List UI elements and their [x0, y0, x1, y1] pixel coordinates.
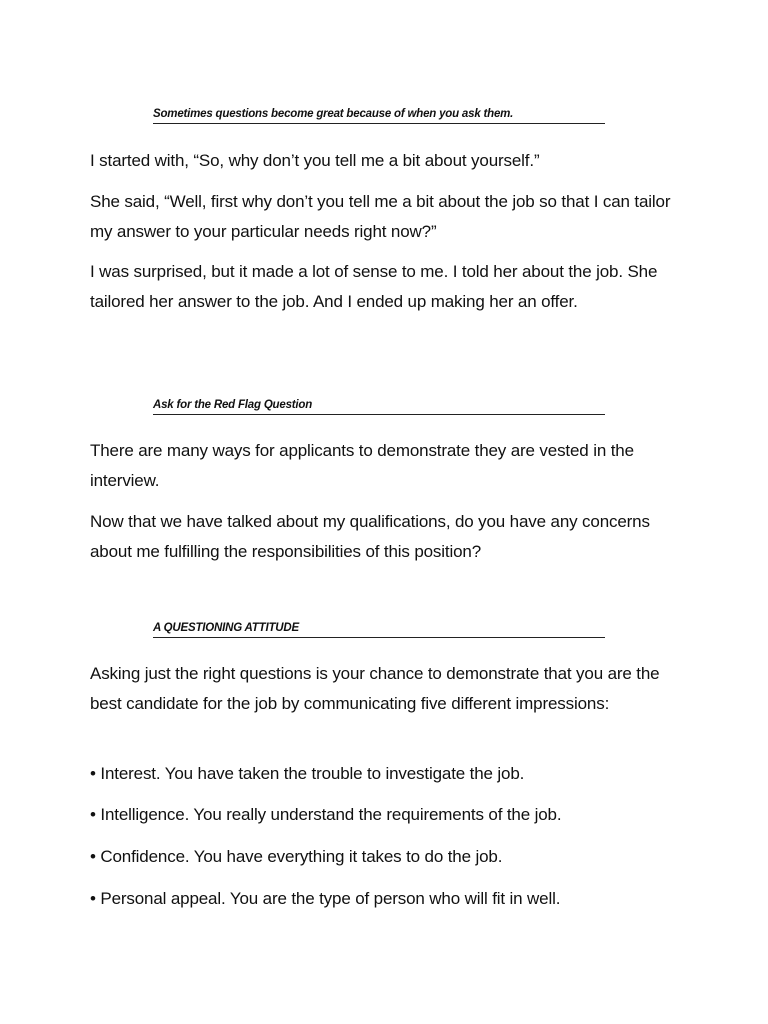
- bullet-item: • Intelligence. You really understand the requirements of the job.: [90, 805, 562, 824]
- paragraph: She said, “Well, first why don’t you tell me a bit about the job so that I can tailor my answer to your particular needs right now?”: [90, 192, 671, 241]
- section-heading: A QUESTIONING ATTITUDE: [153, 621, 605, 638]
- paragraph: I was surprised, but it made a lot of sense to me. I told her about the job. She tailored her answer to the job. And I ended up making her an offer.: [90, 262, 658, 311]
- bullet-item: • Personal appeal. You are the type of person who will fit in well.: [90, 889, 561, 908]
- bullet-item: • Confidence. You have everything it takes to do the job.: [90, 847, 503, 866]
- paragraph: Now that we have talked about my qualifications, do you have any concerns about me fulfilling the responsibilities of this position?: [90, 512, 650, 561]
- section-heading: Sometimes questions become great because of when you ask them.: [153, 107, 605, 124]
- bullet-item: • Interest. You have taken the trouble to investigate the job.: [90, 764, 525, 783]
- section-heading: Ask for the Red Flag Question: [153, 398, 605, 415]
- paragraph: There are many ways for applicants to demonstrate they are vested in the interview.: [90, 441, 634, 490]
- paragraph: I started with, “So, why don’t you tell me a bit about yourself.”: [90, 151, 540, 170]
- paragraph: Asking just the right questions is your chance to demonstrate that you are the best candidate for the job by communicating five different impressions:: [90, 664, 660, 713]
